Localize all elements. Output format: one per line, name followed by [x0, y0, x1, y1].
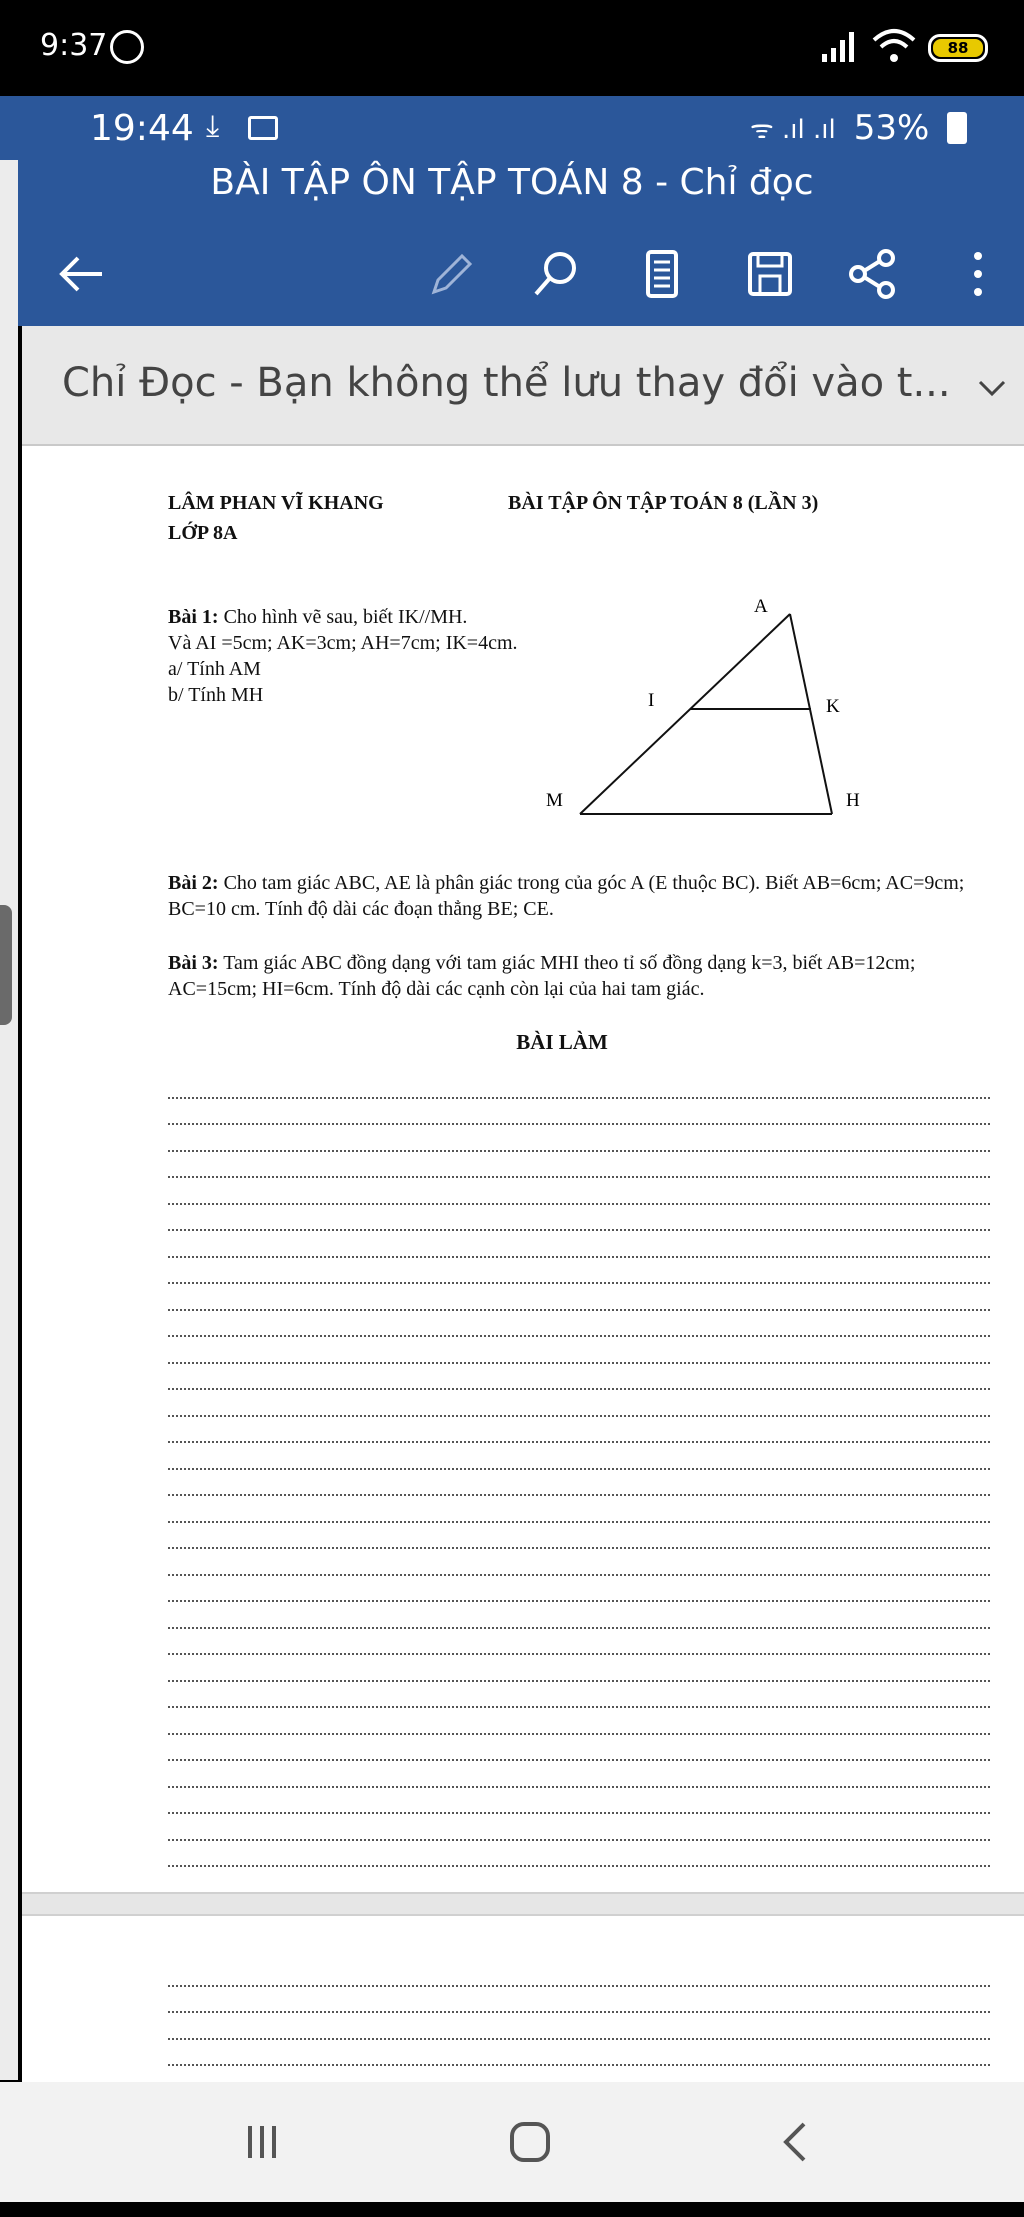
sheet-title: BÀI TẬP ÔN TẬP TOÁN 8 (LẦN 3): [508, 492, 819, 514]
inner-battery-icon: [947, 112, 967, 144]
outer-status-bar: [0, 0, 1024, 96]
inner-battery-text: 53%: [853, 108, 930, 148]
side-handle[interactable]: [0, 905, 12, 1025]
recent-apps-icon[interactable]: [232, 2112, 292, 2172]
battery-level: 88: [933, 39, 983, 57]
exercise-2: [168, 870, 988, 922]
exercise-2-label: Bài 2:: [168, 872, 219, 894]
exercise-3-text: Tam giác ABC đồng dạng với tam giác MHI theo tỉ số đồng dạng k=3, biết AB=12cm; AC=15cm; HI=6cm. Tính độ dài các cạnh còn lại của hai tam giác.: [168, 952, 916, 1000]
work-heading: BÀI LÀM: [516, 1030, 608, 1054]
exercise-3: [168, 950, 988, 1002]
inner-signal-icon: ᯤ .ıl .ıl: [750, 115, 836, 145]
exercise-1-label: Bài 1:: [168, 606, 219, 628]
label-I: I: [648, 690, 655, 711]
side-AM: [580, 614, 790, 814]
page-break: [22, 1892, 1024, 1916]
student-class: LỚP 8A: [168, 522, 238, 544]
answer-lines: [168, 1072, 990, 1867]
label-H: H: [846, 790, 860, 811]
messenger-icon: [110, 30, 144, 64]
home-icon[interactable]: [500, 2112, 560, 2172]
app-header: [0, 96, 1024, 326]
search-icon[interactable]: [526, 244, 586, 304]
exercise-1-line2: Và AI =5cm; AK=3cm; AH=7cm; IK=4cm.: [168, 632, 518, 654]
exercise-1-a: a/ Tính AM: [168, 658, 261, 680]
outer-clock: 9:37: [40, 28, 108, 63]
document-title: BÀI TẬP ÔN TẬP TOÁN 8 - Chỉ đọc: [210, 162, 814, 203]
save-icon[interactable]: [740, 244, 800, 304]
share-icon[interactable]: [842, 244, 902, 304]
inner-status-right: [750, 108, 967, 148]
navigation-bar: [0, 2082, 1024, 2202]
label-M: M: [546, 790, 563, 811]
label-K: K: [826, 696, 840, 717]
wifi-icon: [872, 28, 916, 64]
pen-icon[interactable]: [420, 244, 480, 304]
reading-view-icon[interactable]: [632, 244, 692, 304]
download-icon: ⤓: [206, 110, 220, 143]
battery-icon: [928, 34, 988, 62]
toolbar: [0, 226, 1024, 326]
label-A: A: [754, 596, 768, 617]
chevron-down-icon[interactable]: [972, 368, 1012, 408]
triangle-figure: [530, 584, 890, 824]
student-name: LÂM PHAN VĨ KHANG: [168, 492, 384, 514]
readonly-banner[interactable]: [22, 326, 1024, 446]
exercise-3-label: Bài 3:: [168, 952, 219, 974]
answer-lines-page-2: [168, 1960, 990, 2066]
side-strip: [0, 160, 18, 2080]
readonly-banner-text: Chỉ Đọc - Bạn không thể lưu thay đổi vào t...: [62, 360, 951, 406]
nav-back-icon[interactable]: [766, 2112, 826, 2172]
back-arrow-icon[interactable]: [52, 244, 112, 304]
exercise-2-text: Cho tam giác ABC, AE là phân giác trong của góc A (E thuộc BC). Biết AB=6cm; AC=9cm; BC=10 cm. Tính độ dài các đoạn thẳng BE; CE.: [168, 872, 965, 920]
bottom-edge: [0, 2202, 1024, 2217]
exercise-1-line1: Cho hình vẽ sau, biết IK//MH.: [218, 606, 468, 628]
signal-icon: [820, 30, 860, 64]
more-icon[interactable]: [948, 244, 1008, 304]
inner-clock: 19:44: [90, 108, 194, 149]
exercise-1-b: b/ Tính MH: [168, 684, 264, 706]
image-notification-icon: [248, 116, 278, 140]
